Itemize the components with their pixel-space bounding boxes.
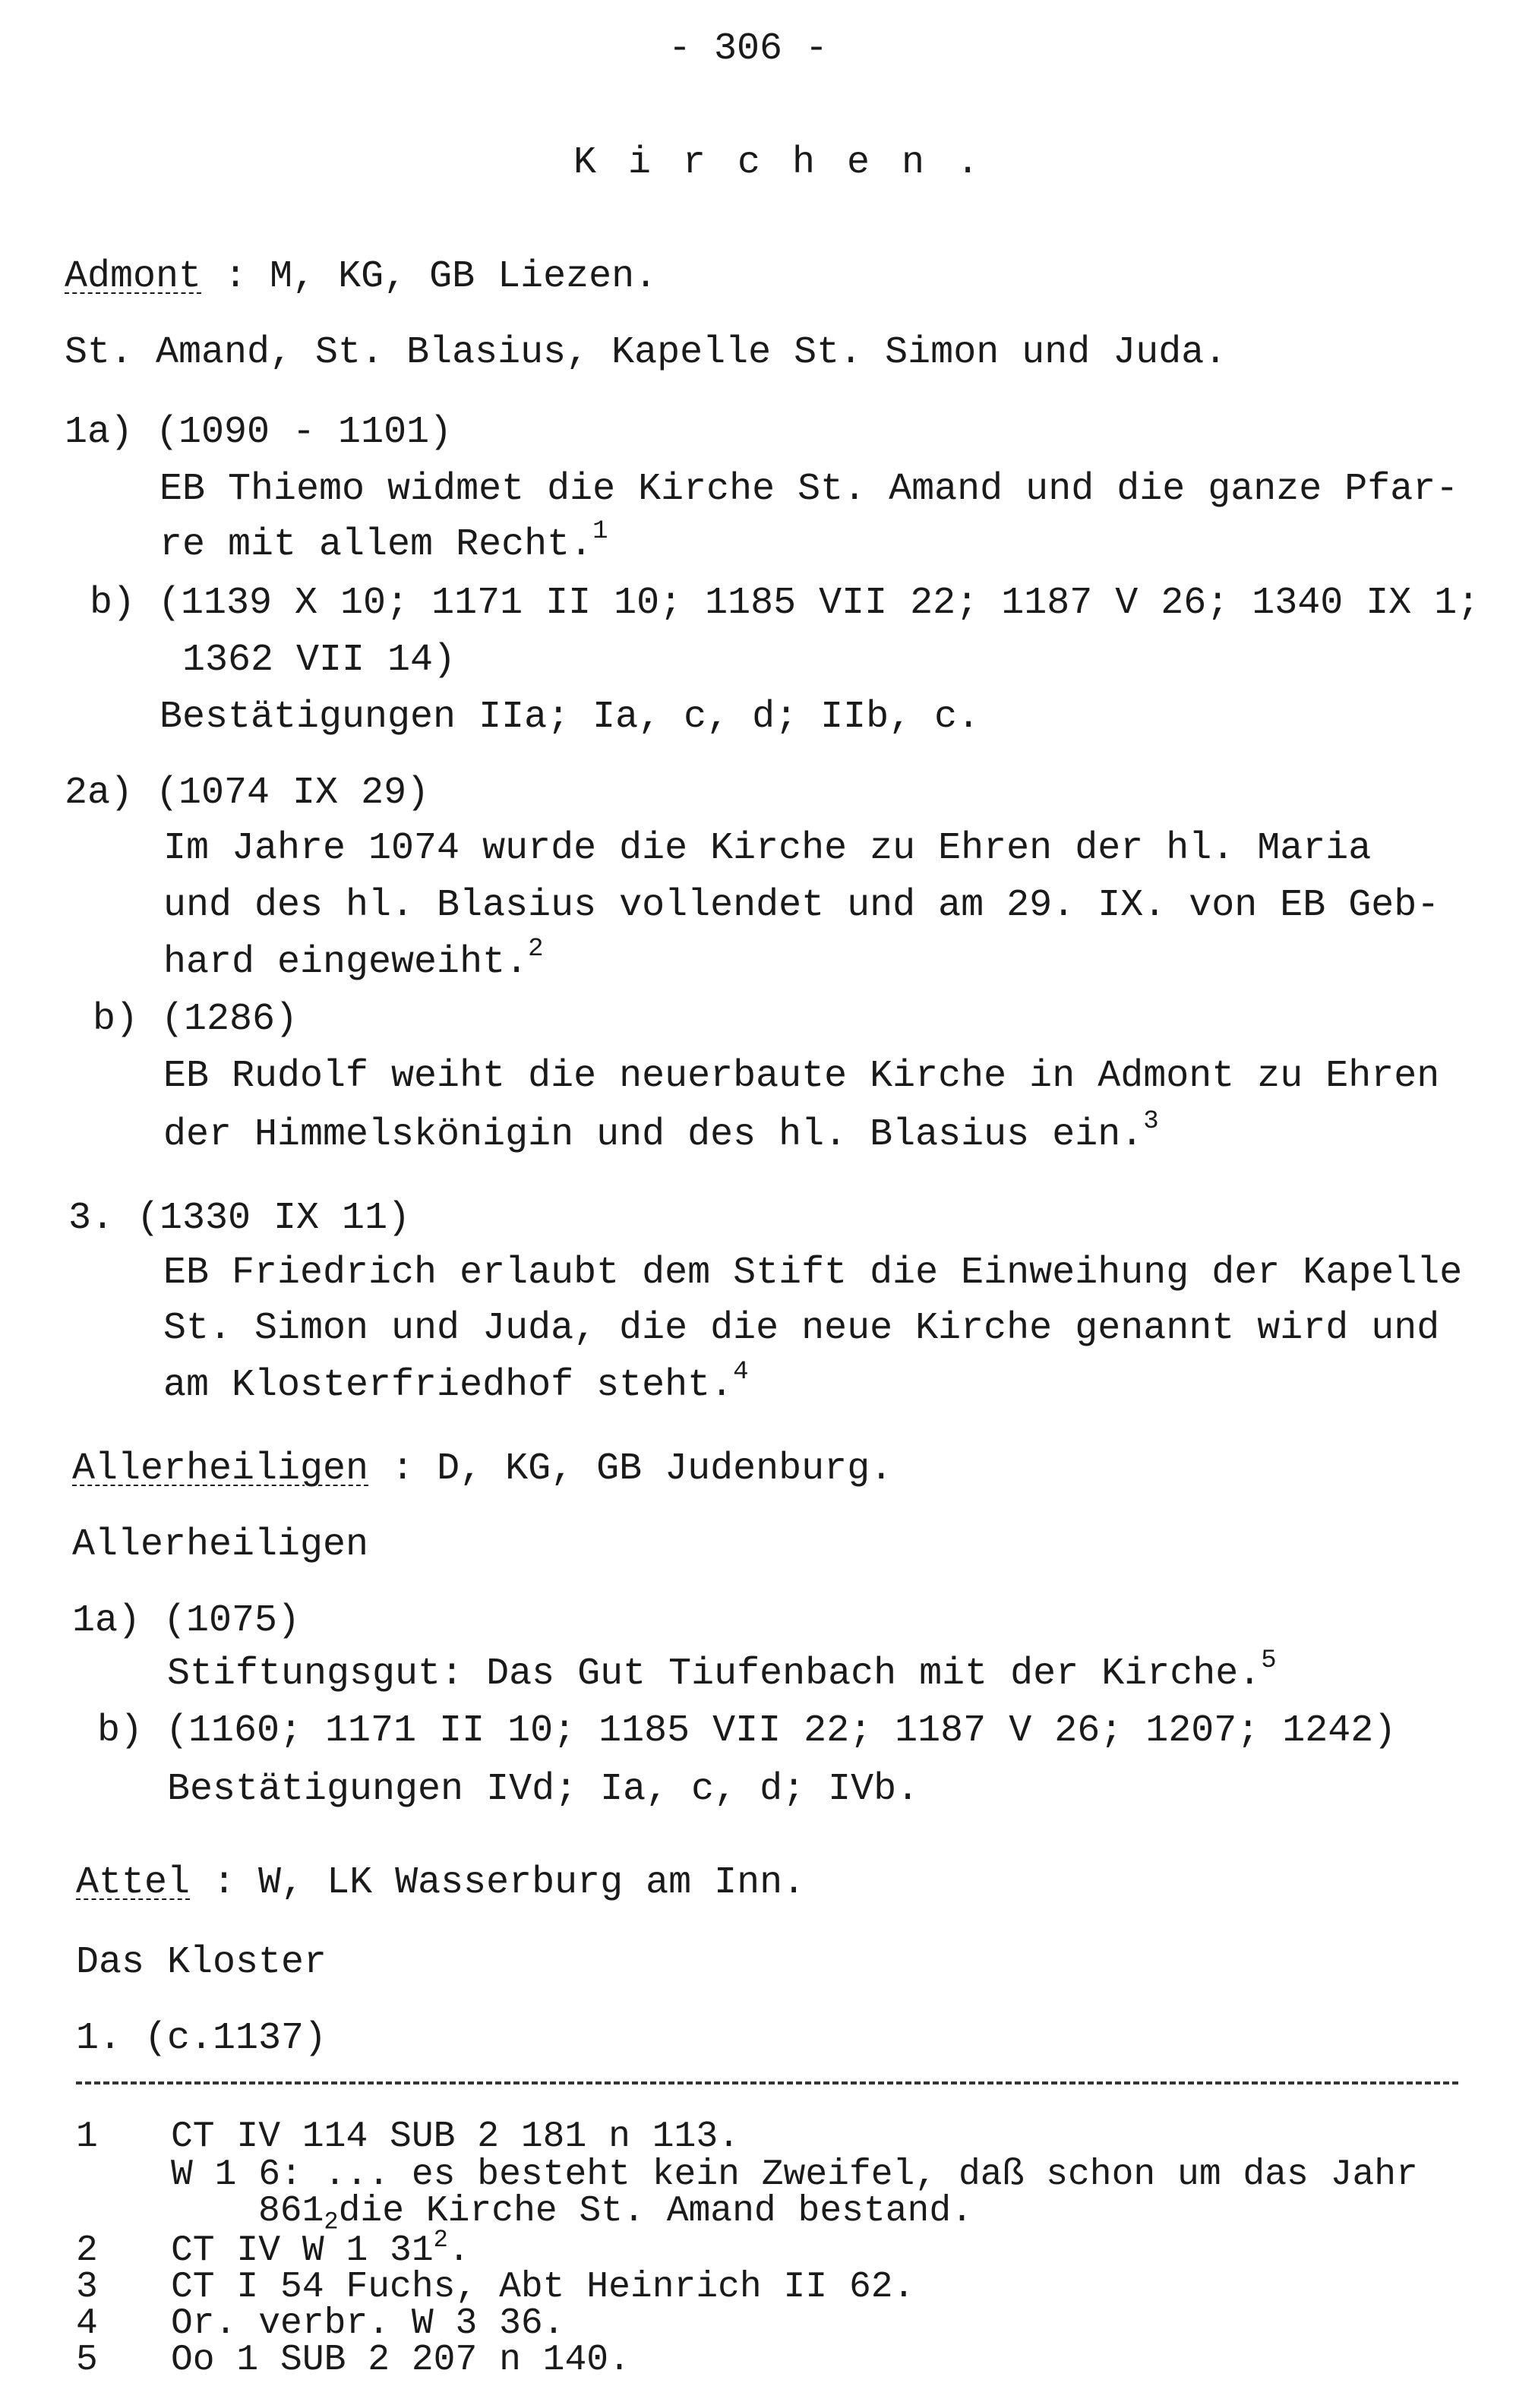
footnote-text: $861_2die$ Kirche St. Amand bestand.	[258, 2191, 973, 2236]
item-text: am Klosterfriedhof steht.$^4$	[163, 1358, 749, 1407]
entry-attel-heading	[76, 1861, 806, 1905]
item-text: der Himmelskönigin und des hl. Blasius ein.$^3$	[163, 1107, 1159, 1157]
item-heading: b) (1160; 1171 II 10; 1185 VII 22; 1187 V 26; 1207; 1242)	[97, 1709, 1397, 1753]
footnote-text: CT IV W 1 $31^2$.	[171, 2226, 470, 2271]
entry-name: Admont	[65, 255, 202, 298]
item-text: EB Thiemo widmet die Kirche St. Amand und die ganze Pfar-	[160, 468, 1459, 511]
footnote-ref: 2	[528, 935, 544, 964]
item-heading: 1. (c.1137)	[76, 2017, 327, 2060]
footnote-separator	[76, 2081, 1458, 2085]
footnote-text: CT IV 114 SUB 2 181 n 113.	[171, 2116, 740, 2157]
item-text: 1362 VII 14)	[182, 639, 456, 682]
entry-name: Attel	[76, 1861, 191, 1905]
footnote-text: Oo 1 SUB 2 207 n 140.	[171, 2340, 630, 2381]
entry-churches: St. Amand, St. Blasius, Kapelle St. Simon und Juda.	[65, 331, 1227, 374]
footnote-number: 5	[76, 2340, 98, 2381]
footnote-number: 4	[76, 2303, 98, 2344]
item-text: Bestätigungen IVd; Ia, c, d; IVb.	[167, 1768, 920, 1811]
entry-meta: : W, LK Wasserburg am Inn.	[213, 1861, 806, 1905]
entry-churches: Das Kloster	[76, 1941, 327, 1984]
item-heading: 3. (1330 IX 11)	[68, 1197, 411, 1240]
footnote-text: Or. verbr. W 3 36.	[171, 2303, 565, 2344]
footnote-ref: 3	[1143, 1107, 1159, 1136]
entry-allerheiligen-heading	[72, 1447, 893, 1491]
footnote-ref: 2	[433, 2226, 448, 2254]
entry-admont-heading	[65, 255, 658, 298]
item-heading: 1a) (1075)	[72, 1599, 301, 1643]
footnote-number: 3	[76, 2267, 98, 2308]
footnote-number: 1	[76, 2116, 98, 2157]
item-text: EB Friedrich erlaubt dem Stift die Einweihung der Kapelle	[163, 1251, 1463, 1295]
footnote-text: W 1 6: ... es besteht kein Zweifel, daß schon um das Jahr	[171, 2154, 1418, 2195]
item-text: Im Jahre 1074 wurde die Kirche zu Ehren der hl. Maria	[163, 827, 1372, 870]
item-heading: 1a) (1090 - 1101)	[65, 411, 453, 454]
item-text: St. Simon und Juda, die die neue Kirche genannt wird und	[163, 1307, 1440, 1350]
item-text: Bestätigungen IIa; Ia, c, d; IIb, c.	[160, 696, 981, 739]
item-text: EB Rudolf weiht die neuerbaute Kirche in Admont zu Ehren	[163, 1055, 1440, 1098]
item-text: re mit allem Recht.$^1$	[160, 517, 608, 566]
footnote-number: 2	[76, 2230, 98, 2271]
footnote-ref: 2	[324, 2208, 339, 2236]
footnote-text: CT I 54 Fuchs, Abt Heinrich II 62.	[171, 2267, 915, 2308]
item-heading: b) (1286)	[93, 998, 298, 1041]
footnote-ref: 5	[1261, 1646, 1277, 1675]
item-heading: 2a) (1074 IX 29)	[65, 772, 430, 815]
item-text: Stiftungsgut: Das Gut Tiufenbach mit der Kirche.$^5$	[167, 1646, 1277, 1696]
page-title: K i r c h e n .	[573, 141, 984, 185]
entry-meta: : M, KG, GB Liezen.	[224, 255, 658, 298]
item-text: hard eingeweiht.$^2$	[163, 935, 544, 984]
entry-meta: : D, KG, GB Judenburg.	[391, 1447, 893, 1491]
entry-churches: Allerheiligen	[72, 1523, 369, 1567]
page-number: - 306 -	[668, 27, 829, 71]
item-text: und des hl. Blasius vollendet und am 29. IX. von EB Geb-	[163, 884, 1440, 927]
item-heading: b) (1139 X 10; 1171 II 10; 1185 VII 22; 1187 V 26; 1340 IX 1;	[90, 582, 1480, 625]
footnote-ref: 4	[733, 1358, 749, 1387]
footnote-ref: 1	[592, 517, 608, 546]
entry-name: Allerheiligen	[72, 1447, 369, 1491]
